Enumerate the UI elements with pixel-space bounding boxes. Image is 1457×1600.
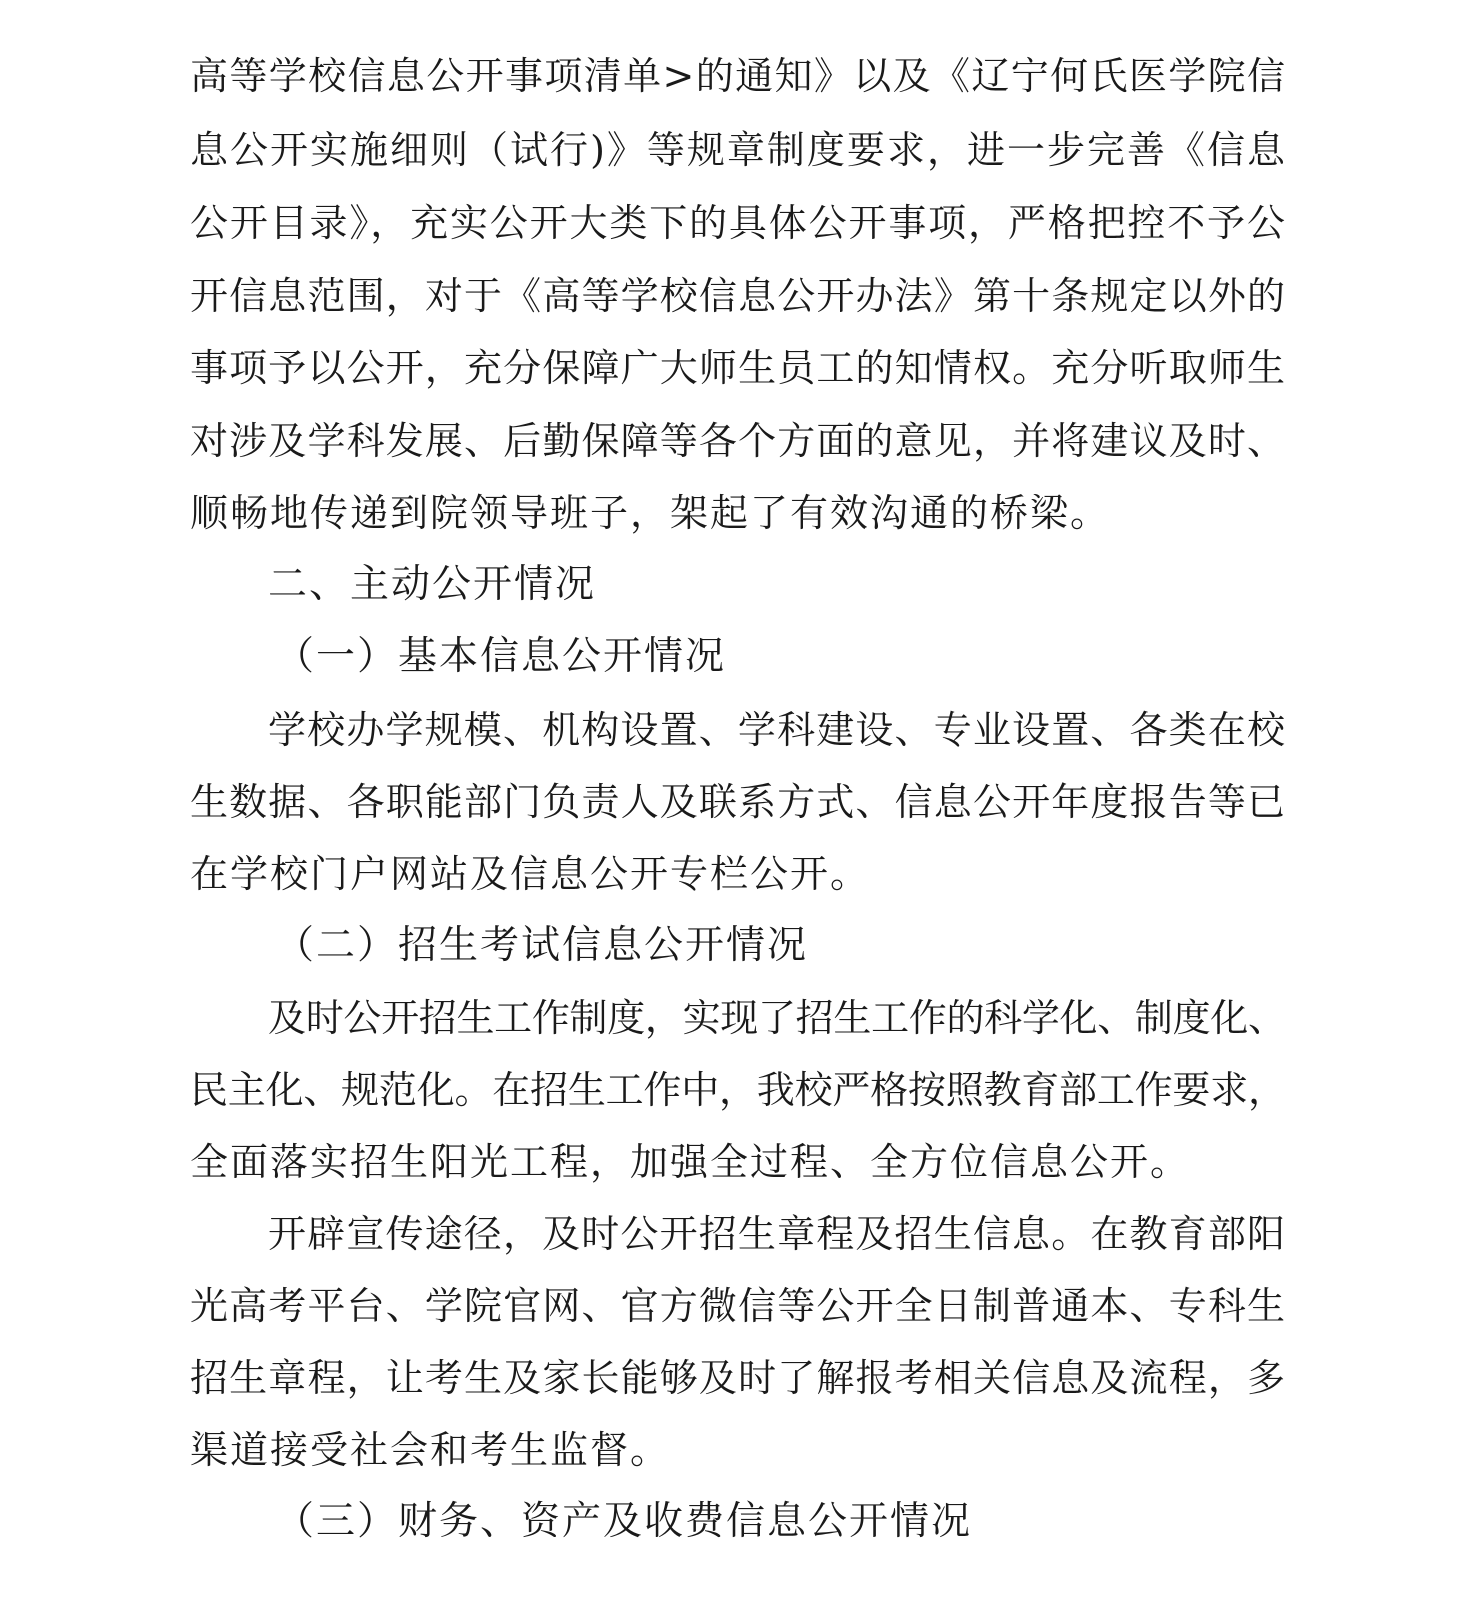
paragraph-line: 学校办学规模、机构设置、学科建设、专业设置、各类在校 [268,708,1285,752]
paragraph-line: 高等学校信息公开事项清单>的通知》以及《辽宁何氏医学院信 [190,54,1285,98]
paragraph-line: 对涉及学科发展、后勤保障等各个方面的意见，并将建议及时、 [190,419,1285,463]
paragraph-line: 开辟宣传途径，及时公开招生章程及招生信息。在教育部阳 [268,1212,1285,1256]
subsection-heading: （二）招生考试信息公开情况 [275,923,809,968]
section-heading: 二、主动公开情况 [268,562,597,607]
paragraph-line: 渠道接受社会和考生监督。 [190,1428,671,1472]
paragraph-line: 公开目录》，充实公开大类下的具体公开事项，严格把控不予公 [190,201,1285,245]
paragraph-line: 光高考平台、学院官网、官方微信等公开全日制普通本、专科生 [190,1284,1285,1328]
paragraph-line: 息公开实施细则（试行)》等规章制度要求，进一步完善《信息 [190,128,1285,172]
paragraph-line: 顺畅地传递到院领导班子，架起了有效沟通的桥梁。 [190,491,1111,535]
paragraph-line: 在学校门户网站及信息公开专栏公开。 [190,852,871,896]
paragraph-line: 开信息范围，对于《高等学校信息公开办法》第十条规定以外的 [190,274,1285,318]
paragraph-line: 招生章程，让考生及家长能够及时了解报考相关信息及流程，多 [190,1356,1285,1400]
subsection-heading: （一）基本信息公开情况 [275,634,727,679]
paragraph-line: 事项予以公开，充分保障广大师生员工的知情权。充分听取师生 [190,346,1285,390]
paragraph-line: 生数据、各职能部门负责人及联系方式、信息公开年度报告等已 [190,780,1285,824]
subsection-heading: （三）财务、资产及收费信息公开情况 [275,1499,973,1544]
paragraph-line: 全面落实招生阳光工程，加强全过程、全方位信息公开。 [190,1140,1191,1184]
paragraph-line: 民主化、规范化。在招生工作中，我校严格按照教育部工作要求， [190,1068,1285,1112]
paragraph-line: 及时公开招生工作制度，实现了招生工作的科学化、制度化、 [268,996,1285,1040]
